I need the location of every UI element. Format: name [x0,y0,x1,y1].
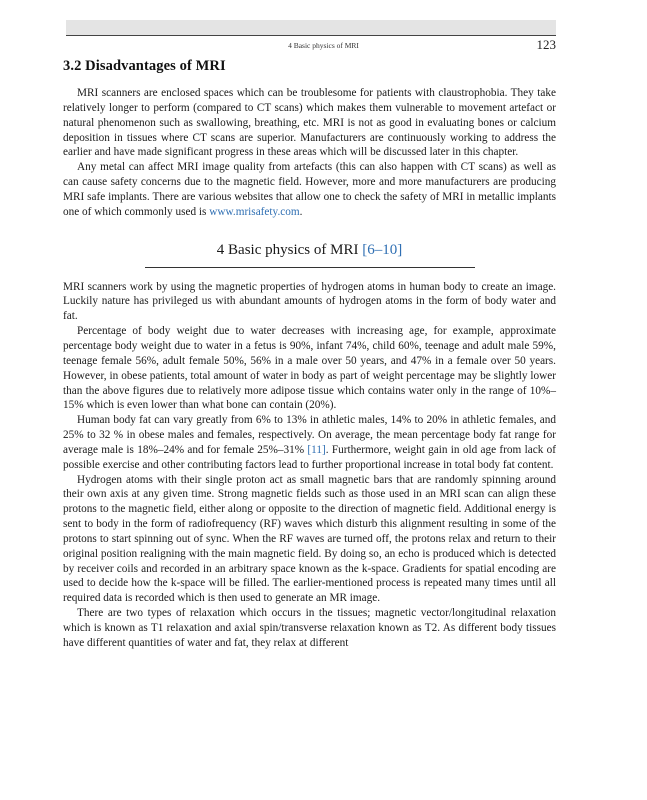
page-number: 123 [536,37,556,52]
paragraph-text: Any metal can affect MRI image quality from artefacts (this can also happen with CT scans) as well as can cause safety concerns due to the magnetic field. However, more and more manufacturers are producing MRI safe implants. There are various websites that allow one to check the safety of MRI in metallic implants one of which commonly used is [63,161,556,218]
top-bar [66,20,556,35]
paragraph-text: . Furthermore, weight gain in old age from lack of possible exercise and other contributing factors lead to further proportional increase in total body fat content. [63,443,556,471]
citation-link[interactable]: [6–10] [362,241,403,258]
paragraph-text: There are two types of relaxation which occurs in the tissues; magnetic vector/longitudinal relaxation which is known as T1 relaxation and axial spin/transverse relaxation known as T2. As different body tissues have different quantities of water and fat, they relax at different [63,607,556,649]
paragraph-text: Percentage of body weight due to water decreases with increasing age, for example, approximate percentage body weight due to water in a fetus is 90%, infant 74%, child 60%, teenage and adult male 59%, teenage female 56%, adult female 50%, 56% in a male over 50 years, and 47% in a female over 50 years. However, in obese patients, total amount of water in body as part of weight percentage may be slightly lower than the above figures due to relatively more adipose tissue which contains water only in the range of 10%–15% which is even lower than what bone can contain (20%). [63,325,556,412]
paragraph [63,324,556,413]
paragraph [63,280,556,325]
mrisafety-link[interactable]: www.mrisafety.com [209,205,300,218]
chapter-rule [145,267,475,268]
paragraph [63,160,556,219]
paragraph [63,473,556,607]
paragraph-text: Human body fat can vary greatly from 6% to 13% in athletic males, 14% to 20% in athletic females, and 25% to 32 % in obese males and females, respectively. On average, the mean percentage body fat range for average male is 18%–24% and for female 25%–31% [63,414,556,456]
paragraph-text: . [299,205,303,218]
section-heading: 3.2 Disadvantages of MRI [63,58,226,74]
paragraph [63,606,556,651]
paragraph-text: MRI scanners work by using the magnetic properties of hydrogen atoms in human body to create an image. Luckily nature has privileged us with abundant amounts of hydrogen atoms in the form of body water and fat. [63,280,556,323]
running-head: 4 Basic physics of MRI [288,41,359,50]
citation-link[interactable]: [11] [307,443,326,456]
paragraph-text: Hydrogen atoms with their single proton act as small magnetic bars that are randomly spinning around their own axis at any given time. Strong magnetic fields such as those used in an MRI scan can align these protons to the magnetic field, either along or opposite to the direction of magnetic field. Additional energy is sent to body in the form of radiofrequency (RF) waves which disturb this alignment resulting in some of the protons to start spinning out of sync. When the RF waves are turned off, the protons relax and return to their original position realigning with the main magnetic field. By doing so, an echo is produced which is detected by receiver coils and recorded in an arbitrary space known as the k-space. Gradients for spatial encoding are used to decide how the k-space will be filled. The earlier-mentioned process is repeated many times until all required data is recorded which is then used to generate an MR image. [63,473,556,605]
header-rule [66,35,556,36]
paragraph-text: MRI scanners are enclosed spaces which can be troublesome for patients with claustrophobia. They take relatively longer to perform (compared to CT scans) which makes them vulnerable to movement artefact or natural phenomenon such as swallowing, breathing, etc. MRI is not as good in evaluating bones or calcium deposition in tissues where CT scans are superior. Manufacturers are continuously working to address the earlier and have made significant progress in these areas which will be discussed later in this chapter. [63,87,556,159]
paragraph [63,413,556,472]
paragraph [63,86,556,160]
chapter-title-text: 4 Basic physics of MRI [216,241,363,258]
page-content [63,58,556,651]
chapter-heading [63,242,556,267]
